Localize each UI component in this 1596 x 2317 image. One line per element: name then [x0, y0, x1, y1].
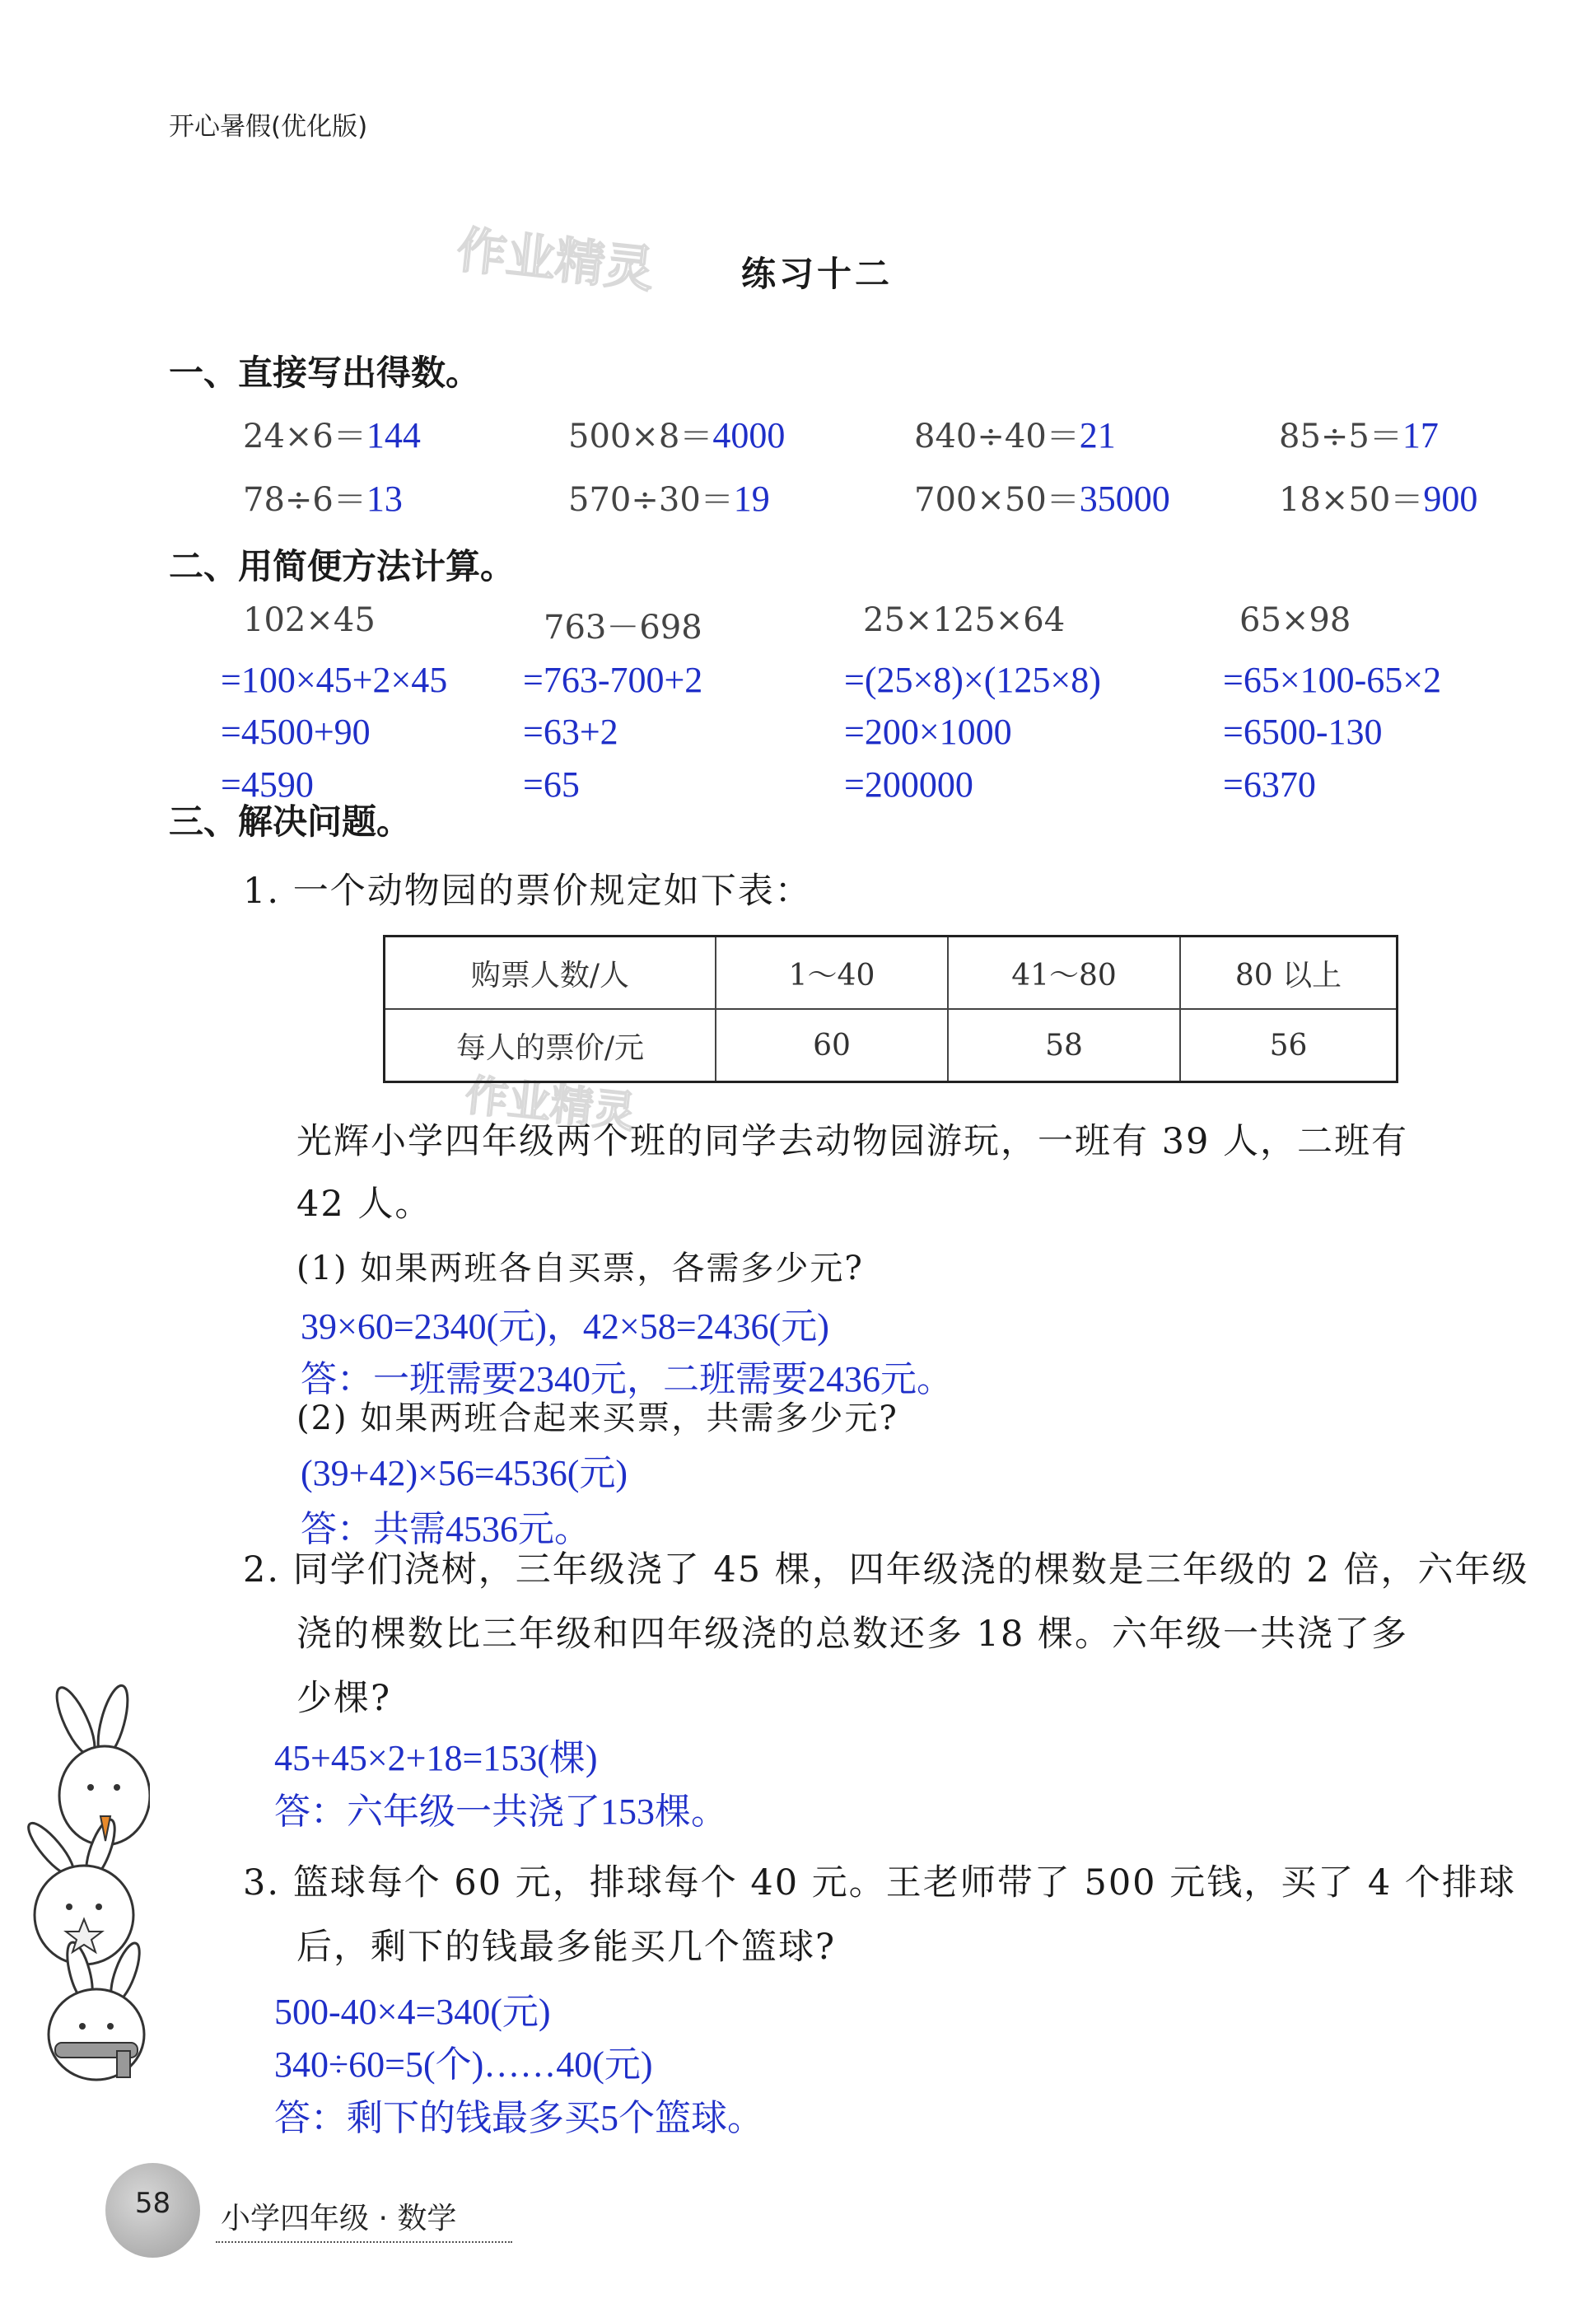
table-row [385, 937, 1398, 1010]
simplify-step: =100×45+2×45 [221, 660, 448, 700]
footer-text: 小学四年级 · 数学 [221, 2202, 457, 2235]
simplify-expression: 25×125×64 [863, 601, 1066, 639]
section-heading: 一、直接写出得数。 [169, 353, 481, 393]
oral-item [568, 410, 785, 457]
question-3-text: 后，剩下的钱最多能买几个篮球? [296, 1927, 837, 1968]
table-cell: 1～40 [716, 937, 948, 1010]
answer-statement: 答：一班需要2340元，二班需要2436元。 [301, 1359, 953, 1399]
oral-item [914, 410, 1116, 457]
answer-statement: 答：六年级一共浇了153棵。 [274, 1791, 727, 1832]
simplify-step: =6500-130 [1223, 712, 1383, 752]
watermark: 作业精灵 [454, 221, 657, 300]
simplify-step: =200000 [844, 764, 973, 805]
expression: 18×50＝ [1279, 481, 1424, 519]
answer-calculation: 340÷60=5(个)……40(元) [274, 2044, 653, 2085]
oral-item [568, 474, 770, 521]
expression: 570÷30＝ [568, 481, 734, 519]
sub-question: (2) 如果两班合起来买票，共需多少元? [296, 1399, 898, 1437]
simplify-step: =65×100-65×2 [1223, 660, 1442, 700]
answer: 900 [1423, 479, 1478, 519]
simplify-expression: 102×45 [243, 601, 376, 639]
table-cell: 41～80 [948, 937, 1180, 1010]
answer: 19 [733, 479, 770, 519]
question-1-description: 42 人。 [296, 1184, 432, 1225]
watermark: 作业精灵 [462, 1071, 639, 1138]
answer-calculation: 500-40×4=340(元) [274, 1992, 551, 2032]
answer-calculation: 39×60=2340(元)，42×58=2436(元) [301, 1306, 829, 1347]
expression: 78÷6＝ [243, 481, 366, 519]
expression: 500×8＝ [568, 418, 713, 455]
expression: 24×6＝ [243, 418, 366, 455]
question-2-text: 少棵? [296, 1678, 392, 1719]
ticket-price-table [383, 935, 1398, 1083]
oral-item [1279, 474, 1477, 521]
table-cell: 购票人数/人 [385, 937, 716, 1010]
answer-statement: 答：剩下的钱最多买5个篮球。 [274, 2098, 763, 2138]
expression: 700×50＝ [914, 481, 1080, 519]
simplify-step: =63+2 [523, 712, 618, 752]
table-row [385, 1009, 1398, 1082]
section-heading: 二、用简便方法计算。 [169, 546, 516, 586]
answer-calculation: (39+42)×56=4536(元) [301, 1453, 628, 1493]
sub-question: (1) 如果两班各自买票，各需多少元? [296, 1250, 864, 1287]
answer: 35000 [1079, 479, 1170, 519]
question-1-text: 1. 一个动物园的票价规定如下表： [243, 871, 812, 912]
book-header: 开心暑假(优化版) [169, 112, 368, 142]
answer-statement: 答：共需4536元。 [301, 1509, 590, 1549]
expression: 85÷5＝ [1279, 418, 1402, 455]
simplify-step: =(25×8)×(125×8) [844, 660, 1101, 700]
simplify-expression: 763－698 [544, 609, 702, 647]
table-cell: 56 [1180, 1009, 1398, 1082]
table-cell: 80 以上 [1180, 937, 1398, 1010]
section-heading: 三、解决问题。 [169, 801, 412, 842]
expression: 840÷40＝ [914, 418, 1080, 455]
answer: 13 [366, 479, 403, 519]
page-number: 58 [134, 2187, 171, 2220]
question-2-text: 2. 同学们浇树，三年级浇了 45 棵，四年级浇的棵数是三年级的 2 倍，六年级 [243, 1549, 1529, 1591]
question-2-text: 浇的棵数比三年级和四年级浇的总数还多 18 棵。六年级一共浇了多 [296, 1614, 1409, 1655]
answer-calculation: 45+45×2+18=153(棵) [274, 1738, 598, 1778]
rabbit-illustration [18, 1672, 150, 2084]
oral-item [914, 474, 1170, 521]
simplify-step: =6370 [1223, 764, 1316, 805]
simplify-step: =763-700+2 [523, 660, 703, 700]
simplify-step: =4500+90 [221, 712, 371, 752]
answer: 144 [366, 415, 421, 455]
footer-divider [216, 2241, 512, 2243]
oral-item [243, 410, 421, 457]
answer: 21 [1079, 415, 1116, 455]
question-1-description: 光辉小学四年级两个班的同学去动物园游玩，一班有 39 人，二班有 [296, 1121, 1409, 1162]
oral-item [243, 474, 403, 521]
simplify-step: =65 [523, 764, 580, 805]
answer: 4000 [712, 415, 786, 455]
simplify-expression: 65×98 [1239, 601, 1351, 639]
table-cell: 60 [716, 1009, 948, 1082]
answer: 17 [1402, 415, 1439, 455]
question-3-text: 3. 篮球每个 60 元，排球每个 40 元。王老师带了 500 元钱，买了 4 个排球 [243, 1862, 1516, 1904]
oral-item [1279, 410, 1439, 457]
table-cell: 每人的票价/元 [385, 1009, 716, 1082]
page-title: 练习十二 [741, 254, 894, 294]
simplify-step: =4590 [221, 764, 314, 805]
table-cell: 58 [948, 1009, 1180, 1082]
simplify-step: =200×1000 [844, 712, 1012, 752]
